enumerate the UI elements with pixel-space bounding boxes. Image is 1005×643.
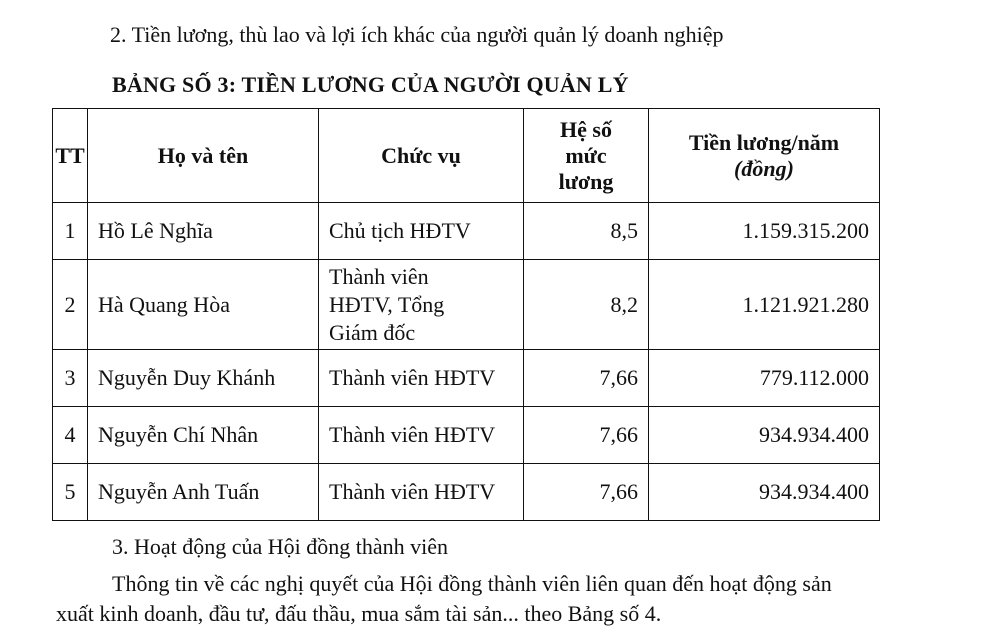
cell-coefficient: 8,2 [524, 260, 649, 350]
cell-role: Thành viên HĐTV [319, 350, 524, 407]
table-row [53, 203, 880, 260]
cell-name: Nguyễn Duy Khánh [88, 350, 319, 407]
cell-salary: 1.121.921.280 [649, 260, 880, 350]
cell-name: Nguyễn Anh Tuấn [88, 464, 319, 521]
table-row [53, 464, 880, 521]
cell-salary: 934.934.400 [649, 407, 880, 464]
cell-role [319, 260, 524, 350]
cell-name: Nguyễn Chí Nhân [88, 407, 319, 464]
cell-role-line2: HĐTV, Tổng [329, 291, 445, 317]
cell-name: Hà Quang Hòa [88, 260, 319, 350]
cell-role: Chủ tịch HĐTV [319, 203, 524, 260]
cell-tt: 1 [53, 203, 88, 260]
cell-coefficient: 8,5 [524, 203, 649, 260]
header-salary-line1: Tiền lương/năm [688, 129, 840, 155]
header-name: Họ và tên [88, 109, 319, 203]
header-coefficient [524, 109, 649, 203]
cell-role: Thành viên HĐTV [319, 407, 524, 464]
cell-tt: 2 [53, 260, 88, 350]
header-coefficient-line2: mức [565, 142, 607, 168]
manager-salary-table [52, 108, 880, 521]
table-row [53, 407, 880, 464]
cell-coefficient: 7,66 [524, 350, 649, 407]
cell-role: Thành viên HĐTV [319, 464, 524, 521]
cell-name: Hồ Lê Nghĩa [88, 203, 319, 260]
header-coefficient-line1: Hệ số [560, 116, 612, 142]
cell-salary: 934.934.400 [649, 464, 880, 521]
table-row [53, 260, 880, 350]
section-3-heading: 3. Hoạt động của Hội đồng thành viên [112, 534, 449, 559]
header-salary [649, 109, 880, 203]
table-header-row [53, 109, 880, 203]
header-role: Chức vụ [319, 109, 524, 203]
table-row [53, 350, 880, 407]
header-salary-unit: (đồng) [734, 155, 794, 181]
cell-salary: 1.159.315.200 [649, 203, 880, 260]
cell-role-line1: Thành viên [329, 263, 429, 289]
section-2-heading: 2. Tiền lương, thù lao và lợi ích khác của người quản lý doanh nghiệp [110, 22, 724, 47]
cell-role-line3: Giám đốc [329, 319, 416, 345]
header-coefficient-line3: lương [558, 168, 614, 194]
header-tt: TT [53, 109, 88, 203]
paragraph-line-2: xuất kinh doanh, đầu tư, đấu thầu, mua sắm tài sản... theo Bảng số 4. [56, 601, 662, 626]
cell-tt: 4 [53, 407, 88, 464]
paragraph-line-1: Thông tin về các nghị quyết của Hội đồng thành viên liên quan đến hoạt động sản [112, 571, 832, 596]
cell-coefficient: 7,66 [524, 407, 649, 464]
cell-salary: 779.112.000 [649, 350, 880, 407]
cell-tt: 3 [53, 350, 88, 407]
cell-tt: 5 [53, 464, 88, 521]
table-title: BẢNG SỐ 3: TIỀN LƯƠNG CỦA NGƯỜI QUẢN LÝ [112, 72, 629, 97]
cell-coefficient: 7,66 [524, 464, 649, 521]
